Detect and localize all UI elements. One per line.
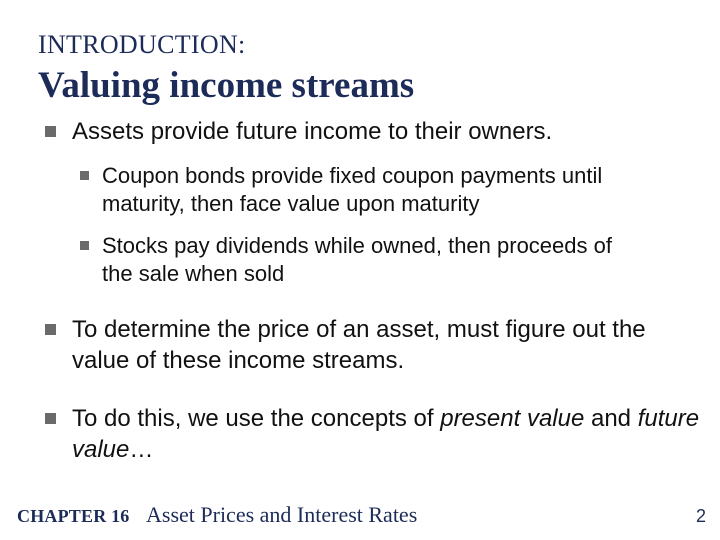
page-number: 2 (695, 506, 706, 526)
bullet-marker-icon (45, 126, 56, 137)
bullet-text: Stocks pay dividends while owned, then proceeds of the sale when sold (102, 233, 612, 286)
bullet-assets (45, 116, 695, 147)
bullet-text-part: and (584, 405, 638, 432)
bullet-marker-icon (80, 171, 89, 180)
bullet-text (72, 403, 705, 465)
bullet-text: Coupon bonds provide fixed coupon payments until maturity, then face value upon maturity (102, 163, 603, 216)
footer-title: Asset Prices and Interest Rates (146, 502, 418, 527)
bullet-marker-icon (80, 241, 89, 250)
subbullet-coupon-bonds (80, 162, 680, 218)
bullet-marker-icon (45, 324, 56, 335)
term-present-value: present value (440, 405, 585, 432)
slide-title: Valuing income streams (38, 65, 415, 106)
term-future-value: future value (72, 405, 700, 463)
footer-chapter: CHAPTER 16 (17, 506, 130, 526)
subbullet-stocks (80, 232, 640, 288)
bullet-text-part: To do this, we use the concepts of (72, 405, 441, 432)
bullet-text: Assets provide future income to their owners. (72, 118, 553, 145)
bullet-present-future-value (45, 403, 705, 465)
slide-kicker: INTRODUCTION: (38, 30, 246, 59)
bullet-text-part: … (129, 436, 154, 463)
bullet-text: To determine the price of an asset, must figure out the value of these income streams. (72, 316, 646, 374)
bullet-determine-price (45, 314, 685, 376)
bullet-marker-icon (45, 413, 56, 424)
